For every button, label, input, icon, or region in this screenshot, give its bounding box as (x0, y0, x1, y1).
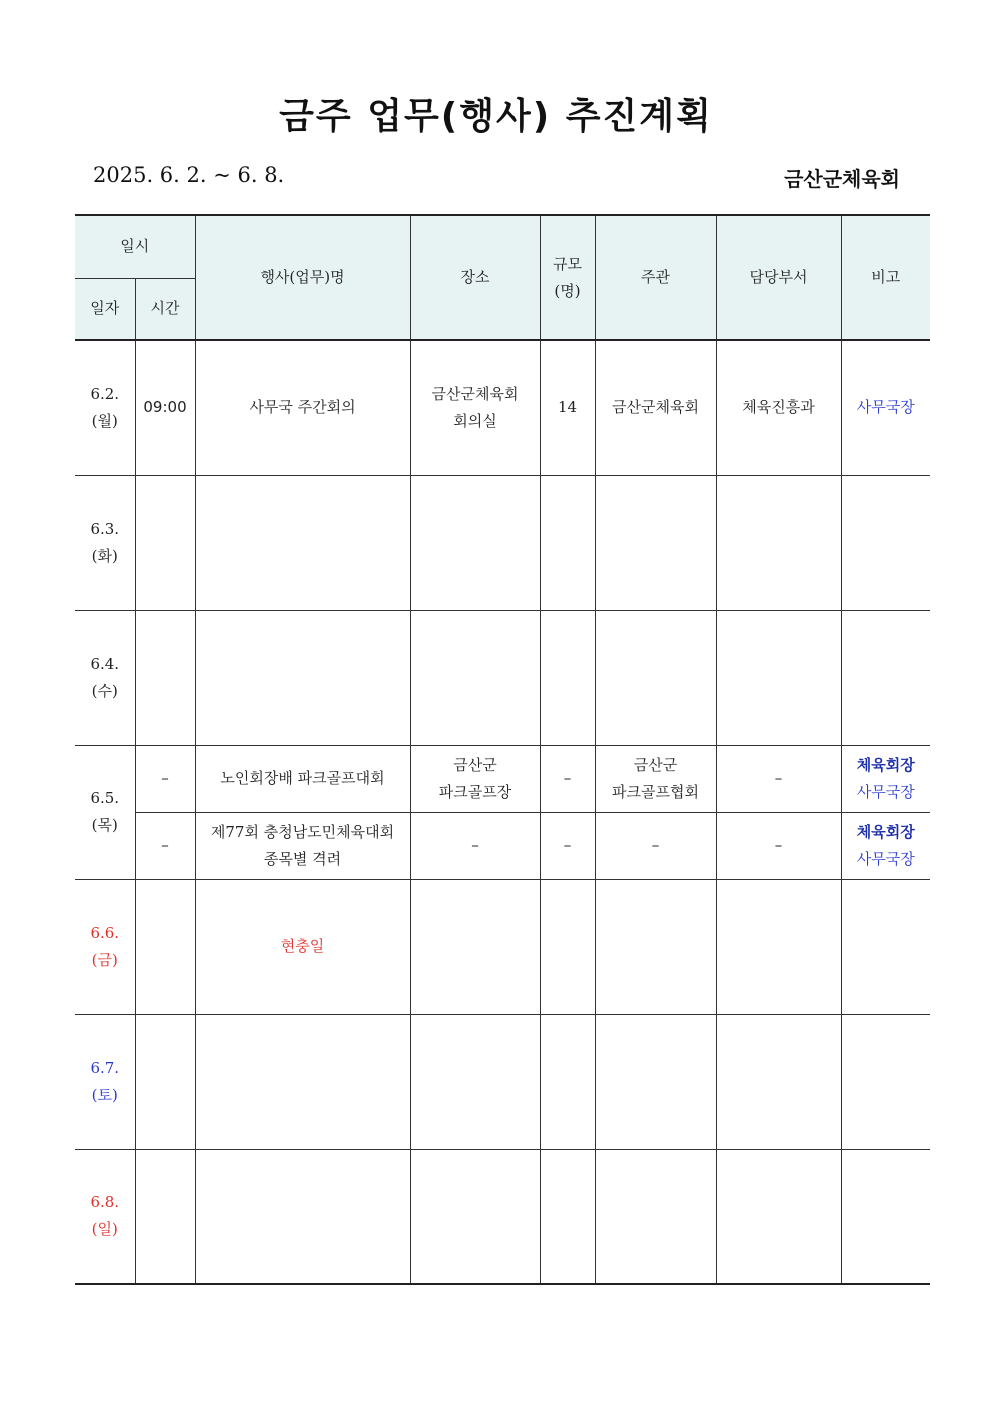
dept-cell (716, 610, 841, 745)
page-title: 금주 업무(행사) 추진계획 (279, 96, 713, 137)
organization-name: 금산군체육회 (784, 167, 900, 191)
note-cell (841, 475, 930, 610)
table-row (75, 610, 930, 745)
day-of-week: (월) (91, 411, 118, 430)
dept-cell: – (716, 745, 841, 812)
host-line: 금산군 (633, 755, 678, 774)
date-cell (75, 610, 135, 745)
date-label: 6.2. (90, 384, 120, 403)
time-cell (135, 475, 195, 610)
note-line: 체육회장 (856, 822, 915, 841)
scale-cell (540, 1014, 595, 1149)
host-cell: – (595, 812, 716, 879)
time-cell: – (135, 812, 195, 879)
header-host: 주관 (595, 215, 716, 340)
header-place: 장소 (410, 215, 540, 340)
header-scale (540, 215, 595, 340)
time-cell (135, 1149, 195, 1284)
note-cell (841, 1014, 930, 1149)
scale-cell (540, 1149, 595, 1284)
header-row-top (75, 215, 930, 278)
note-cell: 사무국장 (841, 340, 930, 475)
table-row (75, 1014, 930, 1149)
table-row (75, 745, 930, 812)
header-event: 행사(업무)명 (195, 215, 410, 340)
date-label: 6.3. (90, 519, 120, 538)
scale-cell (540, 475, 595, 610)
date-cell (75, 1014, 135, 1149)
host-cell (595, 1149, 716, 1284)
event-line: 종목별 격려 (263, 849, 342, 868)
scale-cell (540, 610, 595, 745)
place-line: 파크골프장 (438, 782, 512, 801)
header-datetime: 일시 (75, 215, 195, 278)
event-cell: 사무국 주간회의 (195, 340, 410, 475)
day-of-week: (목) (91, 816, 118, 834)
event-line: 제77회 충청남도민체육대회 (210, 822, 395, 841)
host-cell: 금산군체육회 (595, 340, 716, 475)
day-of-week: (금) (91, 950, 118, 969)
dept-cell: 체육진흥과 (716, 340, 841, 475)
dept-cell (716, 1149, 841, 1284)
time-cell: 09:00 (135, 340, 195, 475)
note-cell (841, 812, 930, 879)
scale-cell: 14 (540, 340, 595, 475)
time-cell (135, 1014, 195, 1149)
day-of-week: (일) (91, 1220, 118, 1239)
event-cell (195, 812, 410, 879)
scale-cell: – (540, 745, 595, 812)
table-row (75, 475, 930, 610)
scale-cell (540, 879, 595, 1014)
table-row (75, 340, 930, 475)
date-cell (75, 475, 135, 610)
note-cell (841, 879, 930, 1014)
time-cell (135, 610, 195, 745)
dept-cell (716, 879, 841, 1014)
place-cell (410, 340, 540, 475)
time-cell (135, 879, 195, 1014)
period-range: 2025. 6. 2. ~ 6. 8. (93, 163, 285, 187)
event-cell (195, 745, 410, 812)
dept-cell (716, 1014, 841, 1149)
dept-cell: – (716, 812, 841, 879)
holiday-label: 현충일 (195, 879, 410, 1014)
note-cell (841, 1149, 930, 1284)
event-cell (195, 1014, 410, 1149)
event-cell (195, 610, 410, 745)
date-cell (75, 1149, 135, 1284)
place-cell: – (410, 812, 540, 879)
date-cell (75, 340, 135, 475)
header-time: 시간 (135, 278, 195, 340)
date-label: 6.8. (90, 1193, 120, 1212)
time-cell: – (135, 745, 195, 812)
table-row (75, 1149, 930, 1284)
event-cell (195, 1149, 410, 1284)
note-line: 체육회장 (856, 755, 915, 774)
header-dept: 담당부서 (716, 215, 841, 340)
note-cell (841, 745, 930, 812)
host-cell (595, 610, 716, 745)
header-date: 일자 (75, 278, 135, 340)
host-cell (595, 1014, 716, 1149)
place-cell (410, 1149, 540, 1284)
date-label: 6.7. (90, 1058, 120, 1077)
day-of-week: (토) (91, 1085, 118, 1104)
date-cell (75, 879, 135, 1014)
header-scale-line1: 규모 (553, 254, 582, 273)
place-cell (410, 475, 540, 610)
schedule-table (75, 214, 930, 1285)
date-label: 6.6. (90, 923, 120, 942)
host-cell (595, 879, 716, 1014)
day-of-week: (수) (91, 681, 118, 700)
date-label: 6.4. (90, 654, 120, 673)
place-cell (410, 610, 540, 745)
place-cell (410, 745, 540, 812)
host-cell (595, 475, 716, 610)
place-line: 회의실 (453, 411, 497, 430)
table-row (75, 812, 930, 879)
place-cell (410, 879, 540, 1014)
note-line: 사무국장 (856, 782, 915, 801)
header-scale-line2: (명) (554, 281, 581, 300)
date-label: 6.5. (90, 789, 120, 807)
scale-cell: – (540, 812, 595, 879)
host-cell (595, 745, 716, 812)
place-line: 금산군 (453, 755, 497, 774)
header-note: 비고 (841, 215, 930, 340)
note-cell (841, 610, 930, 745)
dept-cell (716, 475, 841, 610)
day-of-week: (화) (91, 546, 118, 565)
event-cell (195, 475, 410, 610)
event-line: 노인회장배 파크골프대회 (220, 769, 385, 787)
host-line: 파크골프협회 (612, 782, 699, 801)
date-cell (75, 745, 135, 879)
note-line: 사무국장 (856, 849, 915, 868)
place-cell (410, 1014, 540, 1149)
place-line: 금산군체육회 (431, 384, 519, 403)
table-row (75, 879, 930, 1014)
